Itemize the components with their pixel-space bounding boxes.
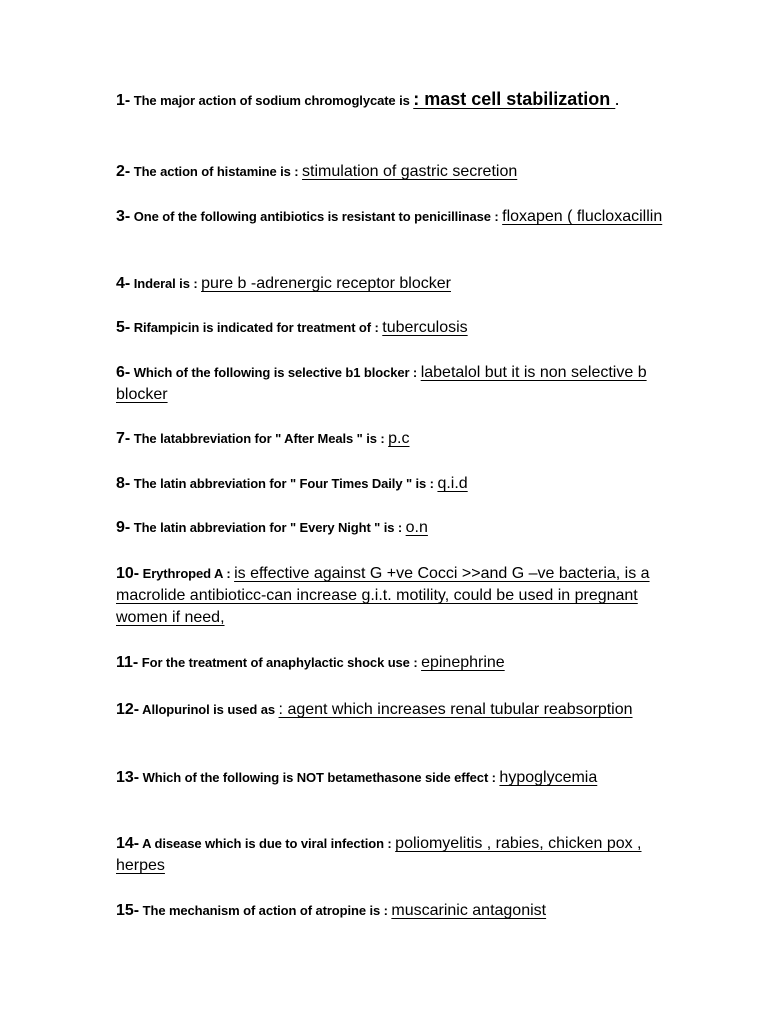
- question-text: Which of the following is NOT betamethasone side effect :: [139, 770, 500, 785]
- question-text: One of the following antibiotics is resistant to penicillinase :: [130, 209, 503, 224]
- question-7: [116, 428, 676, 450]
- answer-text: : mast cell stabilization: [413, 89, 616, 109]
- question-text: Which of the following is selective b1 blocker :: [130, 365, 421, 380]
- question-13: [116, 767, 676, 789]
- question-8: [116, 473, 676, 495]
- question-11: [116, 652, 676, 674]
- question-5: [116, 317, 676, 339]
- question-text: The action of histamine is :: [130, 164, 303, 179]
- question-2: [116, 161, 676, 183]
- answer-suffix: .: [615, 93, 619, 108]
- question-15: [116, 900, 676, 922]
- question-text: The latabbreviation for " After Meals " is :: [130, 431, 389, 446]
- question-text: Erythroped A :: [139, 566, 235, 581]
- question-12: [116, 699, 676, 721]
- answer-text: p.c: [388, 430, 410, 447]
- question-number: 11-: [116, 654, 139, 671]
- question-number: 1-: [116, 92, 131, 109]
- question-text: The major action of sodium chromoglycate is: [130, 93, 414, 108]
- question-text: For the treatment of anaphylactic shock use :: [138, 655, 422, 670]
- question-number: 8-: [116, 475, 131, 492]
- question-text: A disease which is due to viral infection :: [139, 836, 396, 851]
- question-14: [116, 833, 676, 877]
- question-text: Rifampicin is indicated for treatment of :: [130, 320, 383, 335]
- question-text: The mechanism of action of atropine is :: [139, 903, 392, 918]
- question-number: 6-: [116, 364, 131, 381]
- answer-text: stimulation of gastric secretion: [302, 163, 518, 180]
- question-text: The latin abbreviation for " Every Night " is :: [130, 520, 406, 535]
- answer-text: is effective against G +ve Cocci >>and G –ve bacteria, is a macrolide antibioticc-can increase g.i.t. motility, could be used in pregnant women if need,: [116, 565, 650, 626]
- question-number: 14-: [116, 835, 140, 852]
- question-text: Inderal is :: [130, 276, 202, 291]
- question-1: [116, 88, 676, 112]
- answer-text: q.i.d: [437, 475, 468, 492]
- answer-text: tuberculosis: [382, 319, 468, 336]
- answer-text: : agent which increases renal tubular reabsorption: [278, 701, 633, 718]
- answer-text: muscarinic antagonist: [391, 902, 547, 919]
- question-6: [116, 362, 676, 406]
- question-number: 12-: [116, 701, 140, 718]
- question-3: [116, 206, 676, 228]
- answer-text: hypoglycemia: [499, 769, 598, 786]
- answer-text: pure b -adrenergic receptor blocker: [201, 275, 451, 292]
- question-text: Allopurinol is used as: [139, 702, 279, 717]
- answer-text: floxapen ( flucloxacillin: [502, 208, 663, 225]
- answer-text: labetalol but it is non selective b blocker: [116, 364, 647, 403]
- question-number: 7-: [116, 430, 131, 447]
- question-number: 5-: [116, 319, 131, 336]
- answer-text: poliomyelitis , rabies, chicken pox , herpes: [116, 835, 642, 874]
- question-9: [116, 517, 676, 539]
- question-number: 10-: [116, 565, 140, 582]
- question-number: 15-: [116, 902, 140, 919]
- answer-text: epinephrine: [421, 654, 505, 671]
- question-number: 13-: [116, 769, 140, 786]
- answer-text: o.n: [405, 519, 428, 536]
- question-text: The latin abbreviation for " Four Times Daily " is :: [130, 476, 438, 491]
- question-number: 9-: [116, 519, 131, 536]
- question-10: [116, 563, 676, 629]
- question-number: 3-: [116, 208, 131, 225]
- question-number: 4-: [116, 275, 131, 292]
- question-number: 2-: [116, 163, 131, 180]
- question-4: [116, 273, 676, 295]
